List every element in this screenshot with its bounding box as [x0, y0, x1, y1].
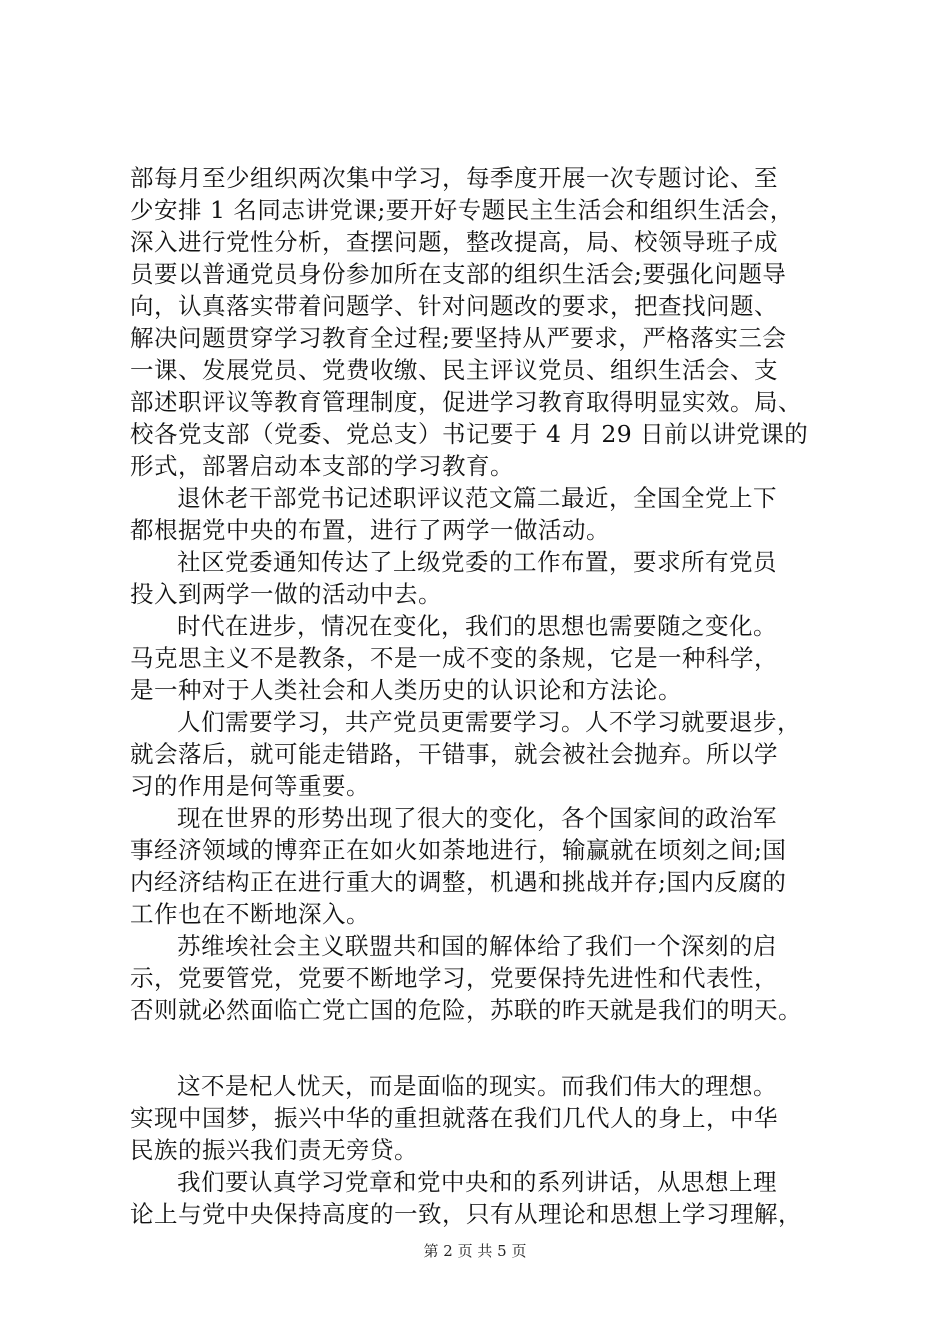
text-line: 民族的振兴我们责无旁贷。 [130, 1136, 418, 1164]
paragraph-gap [130, 1026, 830, 1070]
paragraph-first-line: 苏维埃社会主义联盟共和国的解体给了我们一个深刻的启 [177, 932, 777, 960]
text-line: 少安排 1 名同志讲党课;要开好专题民主生活会和组织生活会， [130, 196, 794, 224]
text-line: 都根据党中央的布置，进行了两学一做活动。 [130, 516, 610, 544]
page-number-footer: 第 2 页 共 5 页 [423, 1242, 527, 1260]
text-line: 否则就必然面临亡党亡国的危险，苏联的昨天就是我们的明天。 [130, 996, 802, 1024]
text-line: 实现中国梦，振兴中华的重担就落在我们几代人的身上，中华 [130, 1104, 778, 1132]
text-line: 员要以普通党员身份参加所在支部的组织生活会;要强化问题导 [130, 260, 787, 288]
text-line: 工作也在不断地深入。 [130, 900, 370, 928]
paragraph-first-line: 这不是杞人忧天，而是面临的现实。而我们伟大的理想。 [177, 1072, 777, 1100]
text-line: 论上与党中央保持高度的一致，只有从理论和思想上学习理解， [130, 1200, 802, 1228]
text-line: 马克思主义不是教条，不是一成不变的条规，它是一种科学， [130, 644, 778, 672]
text-line: 形式，部署启动本支部的学习教育。 [130, 452, 514, 480]
text-line: 示，党要管党，党要不断地学习，党要保持先进性和代表性， [130, 964, 778, 992]
text-line: 习的作用是何等重要。 [130, 772, 370, 800]
text-line: 部述职评议等教育管理制度，促进学习教育取得明显实效。局、 [130, 388, 802, 416]
text-line: 投入到两学一做的活动中去。 [130, 580, 442, 608]
text-line: 深入进行党性分析，查摆问题，整改提高，局、校领导班子成 [130, 228, 778, 256]
text-line: 部每月至少组织两次集中学习，每季度开展一次专题讨论、至 [130, 164, 778, 192]
text-line: 向，认真落实带着问题学、针对问题改的要求，把查找问题、 [130, 292, 778, 320]
text-line: 事经济领域的博弈正在如火如荼地进行，输赢就在顷刻之间;国 [130, 836, 787, 864]
text-line: 就会落后，就可能走错路，干错事，就会被社会抛弃。所以学 [130, 740, 778, 768]
text-line: 解决问题贯穿学习教育全过程;要坚持从严要求，严格落实三会 [130, 324, 787, 352]
paragraph-first-line: 社区党委通知传达了上级党委的工作布置，要求所有党员 [177, 548, 777, 576]
text-line: 一课、发展党员、党费收缴、民主评议党员、组织生活会、支 [130, 356, 778, 384]
paragraph-first-line: 退休老干部党书记述职评议范文篇二最近，全国全党上下 [177, 484, 777, 512]
text-line: 是一种对于人类社会和人类历史的认识论和方法论。 [130, 676, 682, 704]
paragraph-first-line: 现在世界的形势出现了很大的变化，各个国家间的政治军 [177, 804, 777, 832]
paragraph-first-line: 我们要认真学习党章和党中央和的系列讲话，从思想上理 [177, 1168, 777, 1196]
paragraph-first-line: 时代在进步，情况在变化，我们的思想也需要随之变化。 [177, 612, 777, 640]
text-line: 校各党支部（党委、党总支）书记要于 4 月 29 日前以讲党课的 [130, 420, 809, 448]
paragraph-first-line: 人们需要学习，共产党员更需要学习。人不学习就要退步， [177, 708, 801, 736]
text-line: 内经济结构正在进行重大的调整，机遇和挑战并存;国内反腐的 [130, 868, 787, 896]
document-body [130, 162, 830, 1230]
